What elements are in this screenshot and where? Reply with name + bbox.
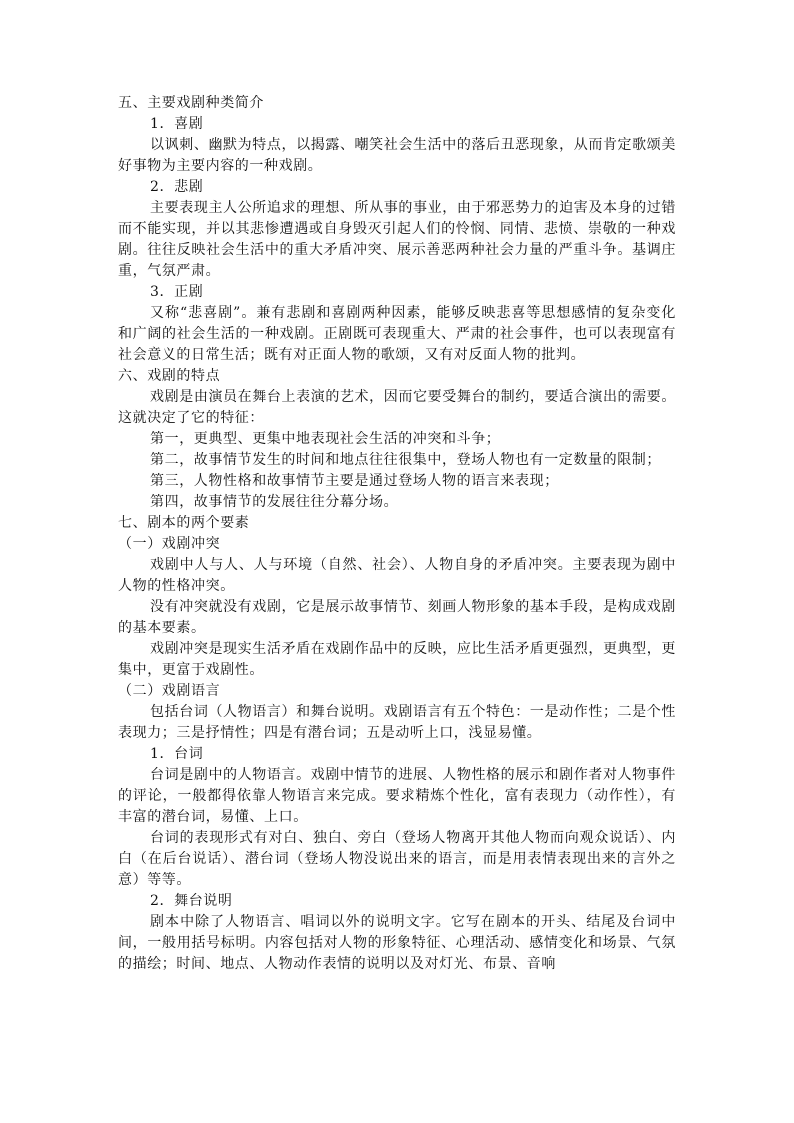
section-heading-6: 六、戏剧的特点 xyxy=(118,368,221,384)
paragraph-conflict-1: 戏剧中人与人、人与环境（自然、社会）、人物自身的矛盾冲突。主要表现为剧中人物的性格冲突。 xyxy=(118,557,676,594)
section-heading-7: 七、剧本的两个要素 xyxy=(118,515,250,531)
paragraph-feature-4: 第四，故事情节的发展往往分幕分场。 xyxy=(150,494,399,510)
paragraph-conflict-3: 戏剧冲突是现实生活矛盾在戏剧作品中的反映，应比生活矛盾更强烈，更典型，更集中，更富于戏剧性。 xyxy=(118,641,676,678)
paragraph-features-intro: 戏剧是由演员在舞台上表演的艺术，因而它要受舞台的制约，要适合演出的需要。这就决定了它的特征： xyxy=(118,389,676,426)
subheading-comedy: 1．喜剧 xyxy=(150,116,204,132)
paragraph-lines-1: 台词是剧中的人物语言。戏剧中情节的进展、人物性格的展示和剧作者对人物事件的评论，一般都得依靠人物语言来完成。要求精炼个性化，富有表现力（动作性），有丰富的潜台词，易懂、上口。 xyxy=(118,767,676,825)
subheading-lines: 1．台词 xyxy=(150,746,204,762)
subheading-stage-directions: 2．舞台说明 xyxy=(150,893,233,909)
paragraph-tragedy: 主要表现主人公所追求的理想、所从事的事业，由于邪恶势力的迫害及本身的过错而不能实现，并以其悲惨遭遇或自身毁灭引起人们的怜悯、同情、悲愤、崇敬的一种戏剧。往往反映社会生活中的重大矛盾冲突、展示善恶两种社会力量的严重斗争。基调庄重，气氛严肃。 xyxy=(118,200,676,279)
paragraph-lines-2: 台词的表现形式有对白、独白、旁白（登场人物离开其他人物而向观众说话）、内白（在后台说话）、潜台词（登场人物没说出来的语言，而是用表情表现出来的言外之意）等等。 xyxy=(118,830,676,888)
paragraph-drama: 又称“悲喜剧”。兼有悲剧和喜剧两种因素，能够反映悲喜等思想感情的复杂变化和广阔的社会生活的一种戏剧。正剧既可表现重大、严肃的社会事件，也可以表现富有社会意义的日常生活；既有对正面人物的歌颂，又有对反面人物的批判。 xyxy=(118,305,676,363)
document-body xyxy=(118,93,676,975)
paragraph-conflict-2: 没有冲突就没有戏剧，它是展示故事情节、刻画人物形象的基本手段，是构成戏剧的基本要素。 xyxy=(118,599,676,636)
subheading-drama: 3．正剧 xyxy=(150,284,204,300)
subsection-heading-language: （二）戏剧语言 xyxy=(118,683,221,699)
section-heading-5: 五、主要戏剧种类简介 xyxy=(118,95,264,111)
paragraph-feature-3: 第三，人物性格和故事情节主要是通过登场人物的语言来表现； xyxy=(150,473,559,489)
subsection-heading-conflict: （一）戏剧冲突 xyxy=(118,536,221,552)
paragraph-comedy: 以讽刺、幽默为特点，以揭露、嘲笑社会生活中的落后丑恶现象，从而肯定歌颂美好事物为主要内容的一种戏剧。 xyxy=(118,137,676,174)
paragraph-feature-2: 第二，故事情节发生的时间和地点往往很集中，登场人物也有一定数量的限制； xyxy=(150,452,661,468)
paragraph-language: 包括台词（人物语言）和舞台说明。戏剧语言有五个特色：一是动作性；二是个性表现力；三是抒情性；四是有潜台词；五是动听上口，浅显易懂。 xyxy=(118,704,676,741)
paragraph-stage-directions: 剧本中除了人物语言、唱词以外的说明文字。它写在剧本的开头、结尾及台词中间，一般用括号标明。内容包括对人物的形象特征、心理活动、感情变化和场景、气氛的描绘；时间、地点、人物动作表情的说明以及对灯光、布景、音响 xyxy=(118,914,676,972)
subheading-tragedy: 2．悲剧 xyxy=(150,179,204,195)
paragraph-feature-1: 第一，更典型、更集中地表现社会生活的冲突和斗争； xyxy=(150,431,501,447)
